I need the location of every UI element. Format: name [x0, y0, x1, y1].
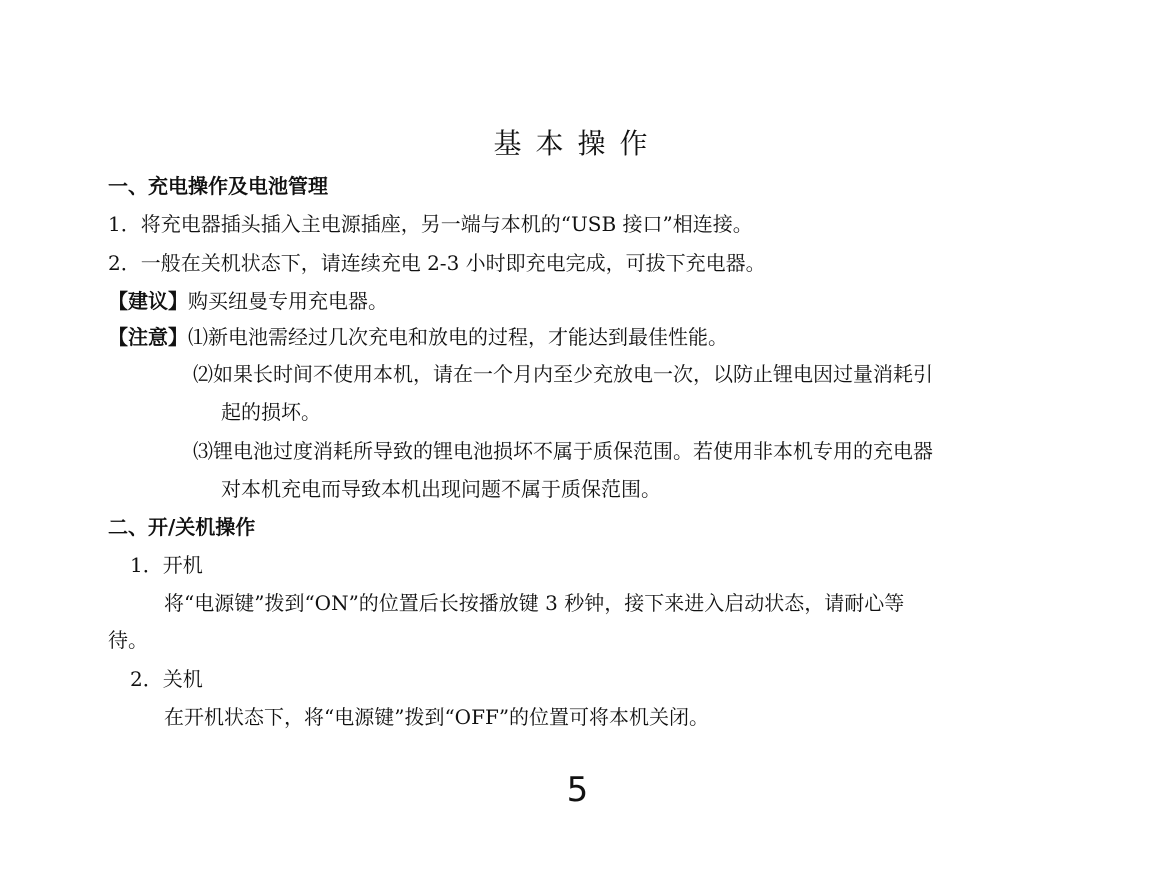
note-row-1: [108, 323, 728, 351]
note-3-line-2: 对本机充电而导致本机出现问题不属于质保范围。: [221, 477, 661, 501]
note-2-line-2: 起的损坏。: [221, 400, 321, 424]
section-heading-charging: 一、充电操作及电池管理: [108, 174, 328, 198]
note-2-line-1: ⑵如果长时间不使用本机，请在一个月内至少充放电一次，以防止锂电因过量消耗引: [193, 362, 933, 386]
power-off-line-1: 在开机状态下，将“电源键”拨到“OFF”的位置可将本机关闭。: [164, 705, 710, 729]
page-title: 基本操作: [493, 127, 662, 160]
suggestion-text: 购买纽曼专用充电器。: [188, 289, 388, 313]
page-number: 5: [566, 770, 589, 810]
note-1-text: ⑴新电池需经过几次充电和放电的过程，才能达到最佳性能。: [188, 325, 728, 349]
note-3-line-1: ⑶锂电池过度消耗所导致的锂电池损坏不属于质保范围。若使用非本机专用的充电器: [193, 439, 933, 463]
power-on-line-1: 将“电源键”拨到“ON”的位置后长按播放键 3 秒钟，接下来进入启动状态，请耐心等: [164, 591, 905, 615]
power-on-title: 1．开机: [130, 553, 203, 577]
charging-step-1: 1．将充电器插头插入主电源插座，另一端与本机的“USB 接口”相连接。: [108, 212, 753, 236]
suggestion-label: 【建议】: [108, 289, 188, 313]
power-on-line-2: 待。: [108, 628, 148, 652]
power-off-title: 2．关机: [130, 667, 203, 691]
note-label: 【注意】: [108, 325, 188, 349]
section-heading-power: 二、开/关机操作: [108, 515, 256, 539]
charging-step-2: 2．一般在关机状态下，请连续充电 2-3 小时即充电完成，可拔下充电器。: [108, 251, 766, 275]
suggestion-row: [108, 287, 388, 315]
